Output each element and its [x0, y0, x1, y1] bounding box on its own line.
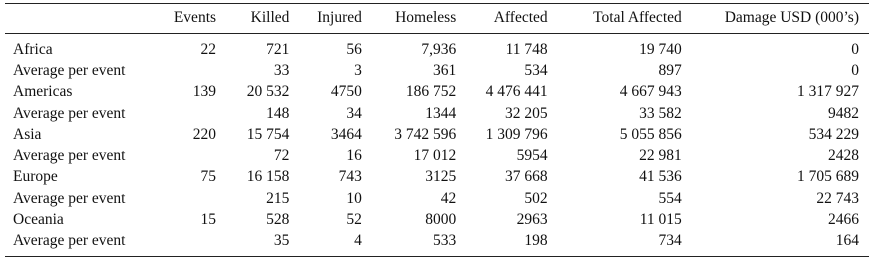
total-affected-cell: 734: [658, 232, 682, 250]
killed-cell: 35: [273, 232, 290, 250]
events-cell: [154, 145, 216, 166]
table-row: [5, 209, 869, 230]
header-events: Events: [173, 9, 217, 26]
killed-cell: 16 158: [246, 168, 290, 186]
affected-cell: 37 668: [505, 168, 548, 186]
region-cell: Africa: [13, 40, 53, 58]
events-cell: [154, 231, 216, 257]
events-cell: [154, 188, 216, 209]
table-row: [5, 231, 869, 257]
damage-cell: 1 317 927: [797, 83, 859, 101]
injured-cell: 10: [346, 189, 362, 207]
total-affected-cell: 5 055 856: [619, 125, 682, 143]
homeless-cell: 186 752: [405, 83, 457, 101]
injured-cell: 4750: [330, 83, 362, 101]
table-body: [5, 34, 869, 257]
homeless-cell: 17 012: [413, 147, 457, 165]
events-cell: [154, 60, 216, 81]
killed-cell: 721: [266, 40, 290, 58]
total-affected-cell: 41 536: [639, 168, 682, 186]
total-affected-cell: 897: [658, 61, 682, 79]
injured-cell: 3464: [330, 125, 362, 143]
homeless-cell: 7,936: [421, 40, 457, 58]
table-row: [5, 145, 869, 166]
injured-cell: 56: [346, 40, 362, 58]
homeless-cell: 3 742 596: [394, 125, 457, 143]
damage-cell: 0: [851, 40, 859, 58]
total-affected-cell: 19 740: [639, 40, 682, 58]
injured-cell: 3: [354, 61, 362, 79]
damage-cell: 1 705 689: [797, 168, 859, 186]
damage-cell: 164: [835, 232, 859, 250]
events-cell: 139: [192, 83, 217, 101]
injured-cell: 52: [346, 211, 362, 229]
homeless-cell: 361: [432, 61, 457, 79]
damage-cell: 0: [851, 61, 859, 79]
region-cell: Average per event: [13, 147, 126, 165]
region-cell: Asia: [13, 125, 42, 143]
affected-cell: 4 476 441: [485, 83, 548, 101]
killed-cell: 148: [266, 104, 290, 122]
events-cell: 15: [200, 211, 217, 229]
table-row: [5, 103, 869, 124]
region-cell: Americas: [13, 83, 73, 101]
table-row: [5, 167, 869, 188]
affected-cell: 11 748: [505, 40, 548, 58]
damage-cell: 534 229: [808, 125, 859, 143]
total-affected-cell: 554: [658, 189, 682, 207]
total-affected-cell: 22 981: [639, 147, 682, 165]
table-row: [5, 60, 869, 81]
total-affected-cell: 11 015: [639, 211, 682, 229]
killed-cell: 528: [266, 211, 290, 229]
header-injured: Injured: [317, 9, 362, 26]
damage-cell: 2428: [828, 147, 859, 165]
region-cell: Europe: [13, 168, 58, 186]
total-affected-cell: 33 582: [639, 104, 682, 122]
header-total-affected: Total Affected: [593, 9, 682, 26]
table-row: [5, 188, 869, 209]
events-cell: [154, 103, 216, 124]
affected-cell: 5954: [516, 147, 548, 165]
region-cell: Average per event: [13, 61, 126, 79]
homeless-cell: 533: [432, 232, 457, 250]
affected-cell: 198: [524, 232, 548, 250]
events-cell: 220: [192, 125, 217, 143]
header-region: [5, 4, 154, 34]
homeless-cell: 8000: [425, 211, 457, 229]
events-cell: 75: [200, 168, 217, 186]
affected-cell: 32 205: [505, 104, 548, 122]
header-row: [5, 4, 869, 34]
homeless-cell: 1344: [425, 104, 457, 122]
table-row: [5, 124, 869, 145]
injured-cell: 34: [346, 104, 362, 122]
header-homeless: Homeless: [395, 9, 457, 26]
affected-cell: 502: [524, 189, 548, 207]
affected-cell: 534: [524, 61, 548, 79]
region-cell: Average per event: [13, 104, 126, 122]
injured-cell: 743: [338, 168, 362, 186]
damage-cell: 9482: [828, 104, 859, 122]
table-row: [5, 34, 869, 61]
region-cell: Oceania: [13, 211, 64, 229]
events-cell: 22: [200, 40, 217, 58]
injured-cell: 16: [346, 147, 362, 165]
affected-cell: 1 309 796: [485, 125, 548, 143]
killed-cell: 20 532: [246, 83, 290, 101]
header-affected: Affected: [493, 9, 548, 26]
header-killed: Killed: [250, 9, 290, 26]
affected-cell: 2963: [516, 211, 548, 229]
killed-cell: 215: [266, 189, 290, 207]
total-affected-cell: 4 667 943: [619, 83, 682, 101]
disaster-impact-table: [5, 3, 869, 257]
killed-cell: 72: [273, 147, 290, 165]
table-row: [5, 82, 869, 103]
killed-cell: 33: [273, 61, 290, 79]
region-cell: Average per event: [13, 189, 126, 207]
homeless-cell: 3125: [425, 168, 457, 186]
killed-cell: 15 754: [246, 125, 290, 143]
header-damage: Damage USD (000’s): [724, 9, 859, 26]
damage-cell: 22 743: [816, 189, 859, 207]
injured-cell: 4: [354, 232, 362, 250]
homeless-cell: 42: [440, 189, 457, 207]
region-cell: Average per event: [13, 232, 126, 250]
damage-cell: 2466: [828, 211, 859, 229]
